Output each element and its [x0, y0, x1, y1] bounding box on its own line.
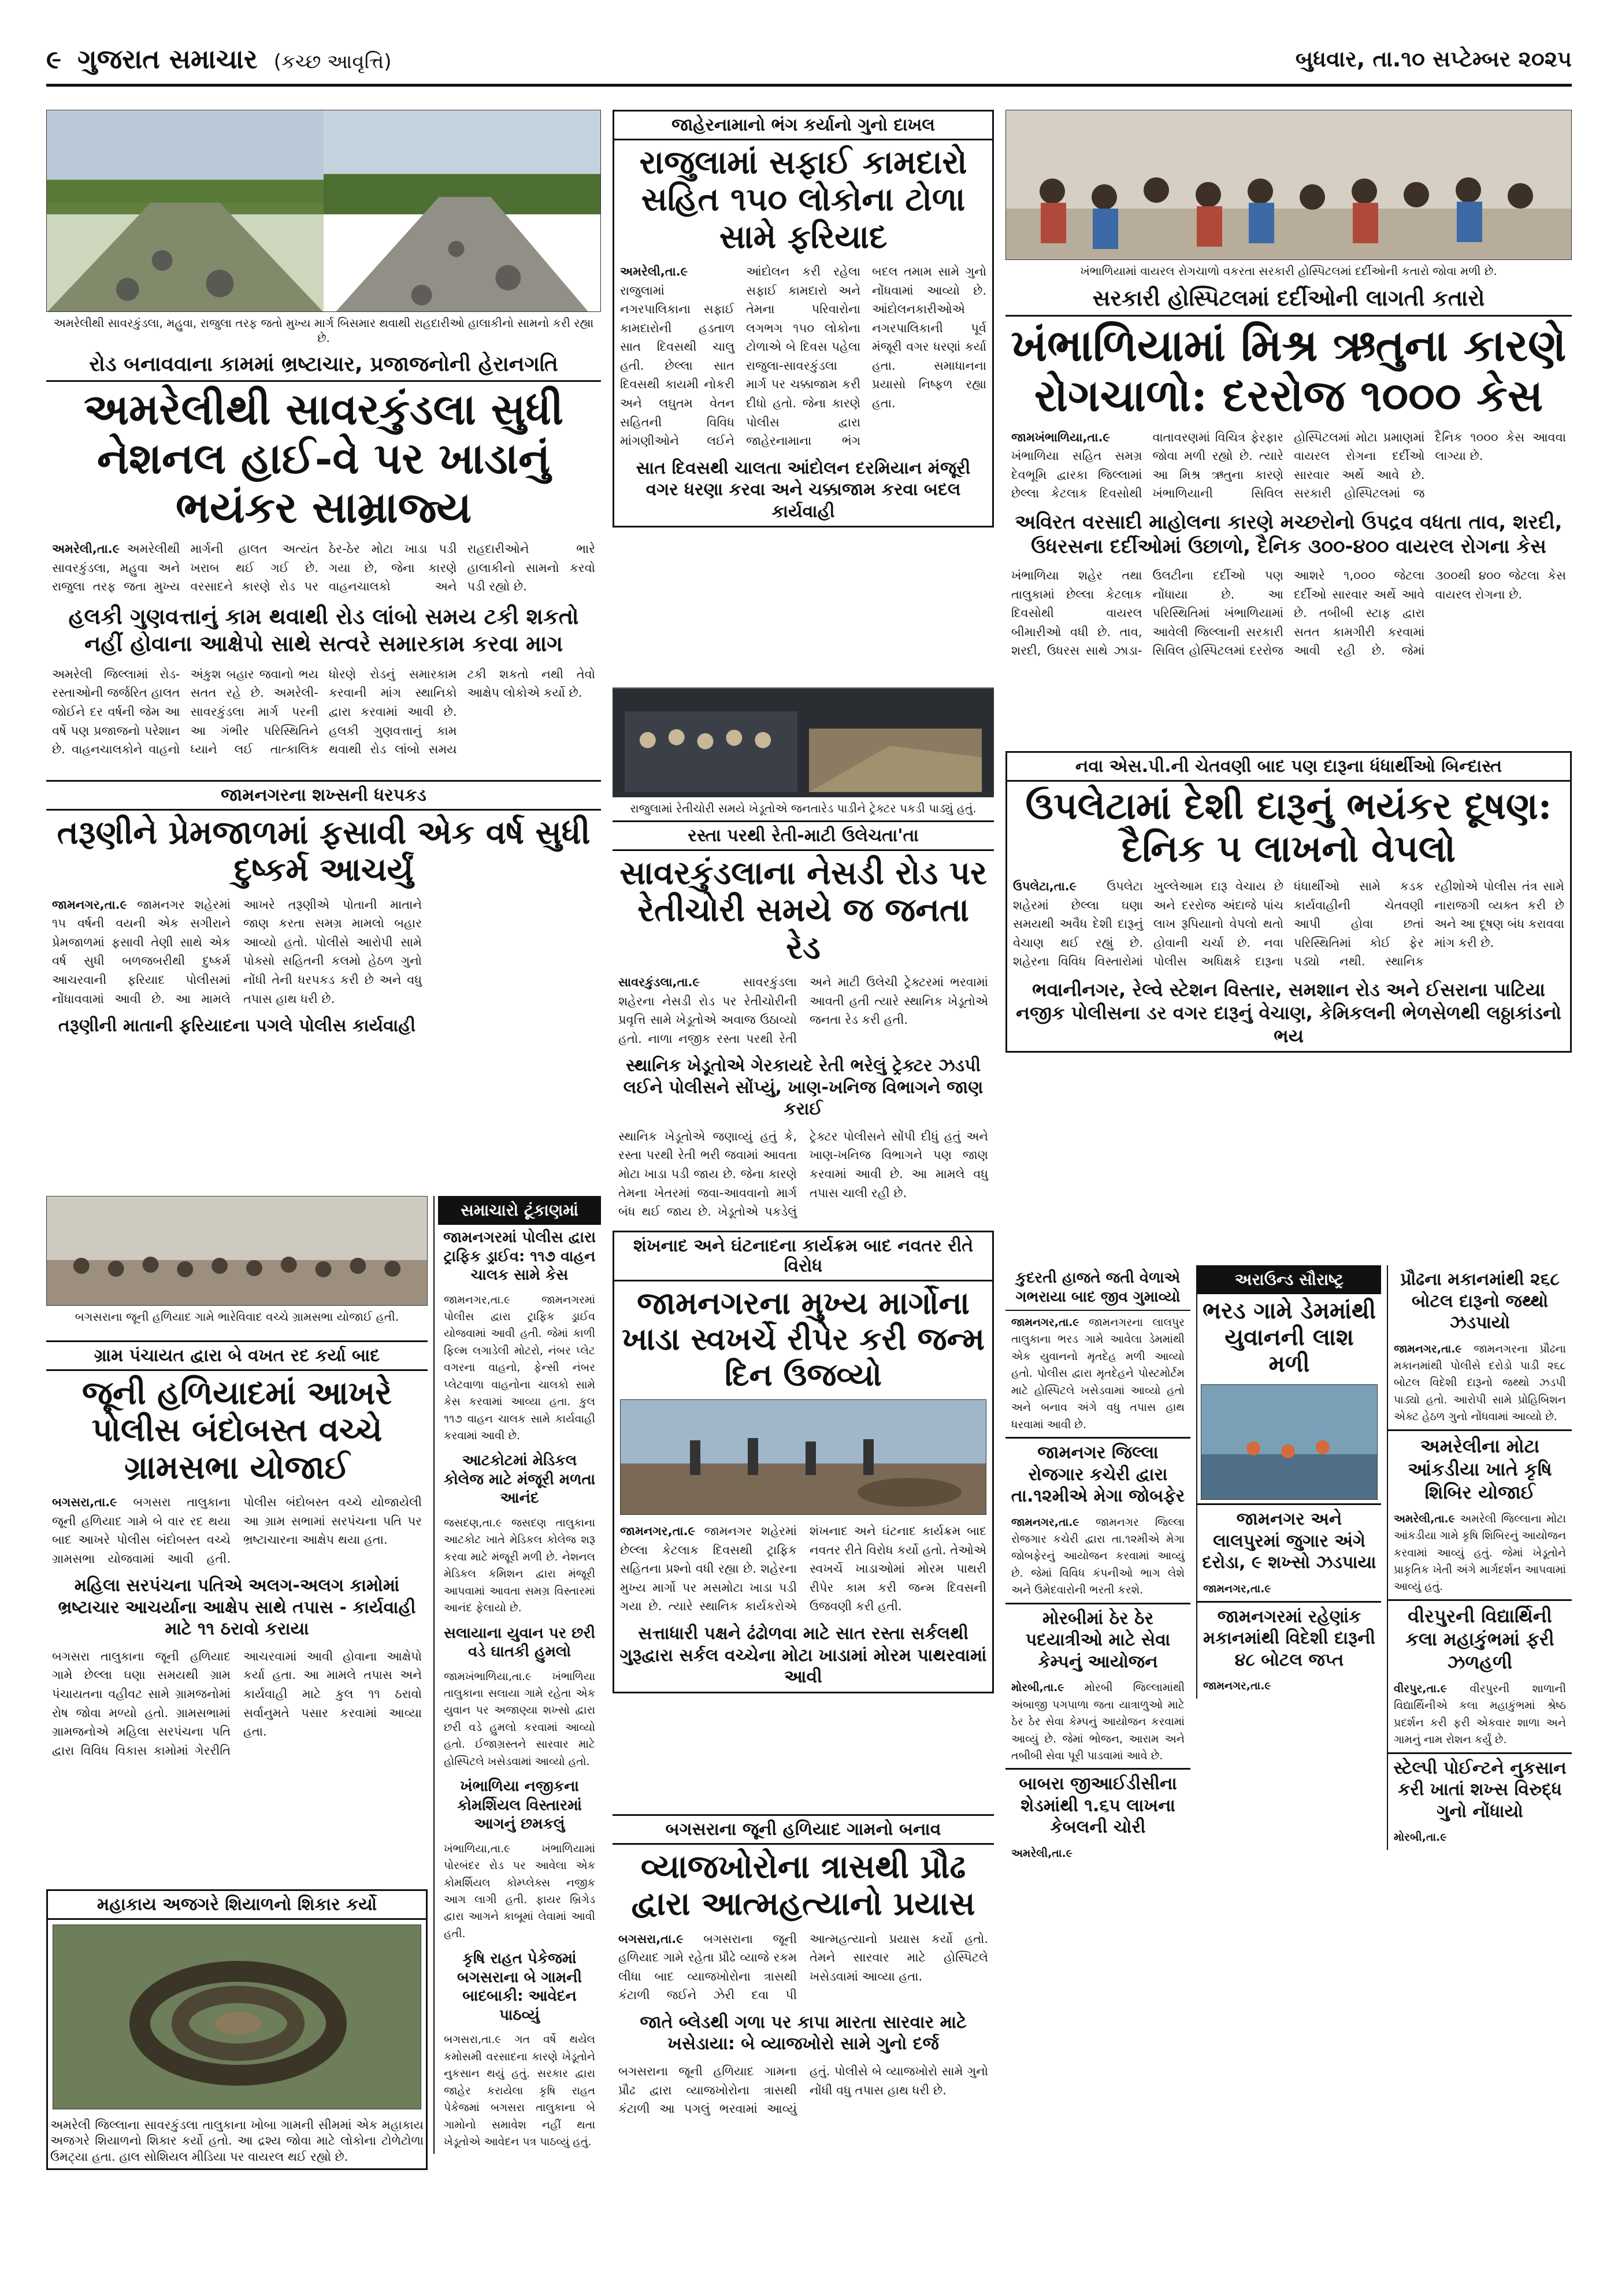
- haliyad-photo-block: [46, 1196, 428, 1328]
- story-body: [1005, 1676, 1190, 1768]
- subhead: અવિરત વરસાદી માહોલના કારણે મચ્છરોનો ઉપદ્રવ વધતા તાવ, શરદી, ઉધરસના દર્દીઓમાં ઉછાળો, દૈનિક ૩૦૦-૪૦૦ વાયરલ રોગના કેસ: [1015, 510, 1563, 559]
- body-text: જામનગર જિલ્લા રોજગાર કચેરી દ્વારા તા.૧૨મીએ મેગા જોબફેરનું આયોજન કરવામાં આવ્યું છે. જેમાં વિવિધ કંપનીઓ ભાગ લેશે અને ઉમેદવારોની ભરતી કરશે.: [1011, 1515, 1185, 1597]
- headline: જામનગરના મુખ્ય માર્ગોના ખાડા સ્વખર્ચે રીપેર કરી જન્મ દિન ઉજવ્યો: [622, 1284, 985, 1394]
- story-python: [46, 1889, 428, 2170]
- body-text: બગસરાના જૂની હળિયાદ ગામે રહેતા પ્રૌઢે વ્યાજે રકમ લીધા બાદ વ્યાજખોરોના ત્રાસથી કંટાળી જઈને ઝેરી દવા પી આત્મહત્યાનો પ્રયાસ કર્યો હતો. તેમને સારવાર માટે હોસ્પિટલે ખસેડવામાં આવ્યા હતા.: [618, 1931, 988, 2003]
- headline: ખંભાળિયામાં મિશ્ર ઋતુના કારણે રોગચાળો: દરરોજ ૧૦૦૦ કેસ: [1011, 319, 1567, 422]
- dam-photo-art: [1201, 1385, 1378, 1500]
- paper-name: ગુજરાત સમાચાર: [77, 43, 258, 75]
- road-photo-right: [324, 110, 600, 312]
- byline: બગસરા,તા.૯: [618, 1931, 684, 1946]
- briefs-column: [433, 1196, 601, 2154]
- body-text: મોરબી જિલ્લામાંથી અંબાજી પગપાળા જતા યાત્રાળુઓ માટે ઠેર ઠેર સેવા કેમ્પનું આયોજન કરવામાં આવ્યું છે. જેમાં ભોજન, આરામ અને તબીબી સેવા પૂરી પાડવામાં આવે છે.: [1011, 1681, 1185, 1762]
- kicker: બગસરાના જૂની હળિયાદ ગામનો બનાવ: [613, 1816, 994, 1845]
- briefs-label: સમાચારો ટૂંકાણમાં: [438, 1196, 601, 1225]
- body-text: જામનગર શહેરમાં ૧૫ વર્ષની વયની એક સગીરાને પ્રેમજાળમાં ફસાવી તેણી સાથે એક વર્ષ સુધી બળજબરીથી દુષ્કર્મ આચરવાની ફરિયાદ પોલીસમાં નોંધાવવામાં આવી છે. આ મામલે આખરે તરૂણીએ પોતાની માતાને જાણ કરતા સમગ્ર મામલો બહાર આવ્યો હતો. પોલીસે આરોપી સામે પોક્સો સહિતની કલમો હેઠળ ગુનો નોંધી તેની ધરપકડ કરી છે અને વધુ તપાસ હાથ ધરી છે.: [52, 897, 422, 1006]
- headline: રાજુલામાં સફાઈ કામદારો સહિત ૧૫૦ લોકોના ટોળા સામે ફરિયાદ: [639, 143, 967, 256]
- morbi-headline: મોરબીમાં ઠેર ઠેર પદયાત્રીઓ માટે સેવા કેમ્પનું આયોજન: [1005, 1603, 1190, 1677]
- kicker: ગ્રામ પંચાયત દ્વારા બે વખત રદ કર્યા બાદ: [46, 1342, 428, 1371]
- page-number: ૯: [46, 44, 62, 75]
- gramsabha-photo: [46, 1196, 428, 1306]
- story-body: [1005, 1511, 1190, 1603]
- byline: જામનગર,તા.૯: [620, 1524, 696, 1539]
- photo-caption: અમરેલીથી સાવરકુંડલા, મહુવા, રાજુલા તરફ જતો મુખ્ય માર્ગ બિસમાર થવાથી રાહદારીઓ હાલાકીનો સામનો કરી રહ્યા છે.: [53, 316, 594, 345]
- kicker: જામનગરના શખ્સની ધરપકડ: [46, 782, 601, 811]
- brief-body: બગસરા,તા.૯ ગત વર્ષે થયેલ કમોસમી વરસાદના કારણે ખેડૂતોને નુકસાન થયું હતું. સરકાર દ્વારા જાહેર કરાયેલા કૃષિ રાહત પેકેજમાં બગસરા તાલુકાના બે ગામોનો સમાવેશ નહીં થતા ખેડૂતોએ આવેદન પત્ર પાઠવ્યું હતું.: [444, 2033, 595, 2148]
- byline: અમરેલી,તા.૯: [1011, 1847, 1073, 1860]
- subhead: જાતે બ્લેડથી ગળા પર કાપા મારતા સારવાર માટે ખસેડાયા: બે વ્યાજખોરો સામે ગુનો દર્જ: [640, 2012, 967, 2054]
- headline: જૂની હળિયાદમાં આખરે પોલીસ બંદોબસ્ત વચ્ચે ગ્રામસભા યોજાઈ: [81, 1374, 392, 1487]
- body-text: અમરેલીથી સાવરકુંડલા, મહુવા અને રાજુલા તરફ જતા મુખ્ય માર્ગની હાલત અત્યંત ખરાબ થઈ ગઈ છે. વરસાદને કારણે રોડ પર ઠેર-ઠેર મોટા ખાડા પડી ગયા છે, જેના કારણે વાહનચાલકો અને રાહદારીઓને ભારે હાલાકીનો સામનો કરવો પડી રહ્યો છે.: [52, 542, 595, 594]
- body-text: જામનગરના લાલપુર તાલુકાના ભરડ ગામે આવેલા ડેમમાંથી એક યુવાનનો મૃતદેહ મળી આવ્યો હતો. પોલીસ દ્વારા મૃતદેહને પોસ્ટમોર્ટમ માટે હોસ્પિટલે ખસેડવામાં આવ્યો હતો અને બનાવ અંગે વધુ તપાસ હાથ ધરવામાં આવી છે.: [1011, 1316, 1185, 1431]
- masthead: [46, 35, 1572, 87]
- bottles-headline: જામનગરમાં રહેણાંક મકાનમાંથી વિદેશી દારૂની ૪૮ બોટલ જપ્ત: [1197, 1601, 1381, 1675]
- byline: બગસરા,તા.૯: [52, 1495, 117, 1510]
- veerpur-headline: વીરપુરની વિદ્યાર્થિની કલા મહાકુંભમાં ફરી ઝળહળી: [1388, 1599, 1572, 1677]
- body-text: જામનગર શહેરમાં છેલ્લા કેટલાક દિવસથી ટ્રાફિક સહિતના પ્રશ્નો વધી રહ્યા છે. શહેરના મુખ્ય માર્ગો પર મસમોટા ખાડા પડી ગયા છે. ત્યારે સ્થાનિક કાર્યકરોએ શંખનાદ અને ઘંટનાદ કાર્યક્રમ બાદ નવતર રીતે વિરોધ કર્યો હતો. તેઓએ સ્વખર્ચે ખાડાઓમાં મોરમ પાથરી રીપેર કામ કરી જન્મ દિવસની ઉજવણી કરી હતી.: [620, 1524, 986, 1614]
- masthead-left: [46, 43, 392, 76]
- headline: ઉપલેટામાં દેશી દારૂનું ભયંકર દૂષણ: દૈનિક ૫ લાખનો વેપલો: [1025, 785, 1552, 871]
- brief-body: જામખંભાળિયા,તા.૯ ખંભાળિયા તાલુકાના સલાયા ગામે રહેતા એક યુવાન પર અજાણ્યા શખ્સો દ્વારા છરી વડે હુમલો કરવામાં આવ્યો હતો. ઈજાગ્રસ્તને સારવાર માટે હોસ્પિટલે ખસેડવામાં આવ્યો હતો.: [444, 1670, 595, 1768]
- dateline: બુધવાર, તા.૧૦ સપ્ટેમ્બર ૨૦૨૫: [1295, 46, 1572, 72]
- byline: જામનગર,તા.૯: [1011, 1316, 1079, 1329]
- byline: અમરેલી,તા.૯: [620, 265, 688, 279]
- story-body-2: બગસરા તાલુકાના જૂની હળિયાદ ગામે છેલ્લા ઘણા સમયથી ગ્રામ પંચાયતના વહીવટ સામે ગ્રામજનોમાં રોષ જોવા મળ્યો હતો. ગ્રામસભામાં ગ્રામજનોએ મહિલા સરપંચના પતિ દ્વારા વિવિધ વિકાસ કામોમાં ગેરરીતિ આચરવામાં આવી હોવાના આક્ષેપો કર્યા હતા. આ મામલે તપાસ અને કાર્યવાહી માટે કુલ ૧૧ ઠરાવો સર્વાનુમતે પસાર કરવામાં આવ્યા હતા.: [52, 1649, 422, 1758]
- byline: મોરબી,તા.૯: [1394, 1831, 1447, 1844]
- kicker: કુદરતી હાજતે જતી વેળાએ ગભરાયા બાદ જીવ ગુમાવ્યો: [1005, 1265, 1190, 1311]
- job-fair-headline: જામનગર જિલ્લા રોજગાર કચેરી દ્વારા તા.૧૨મીએ મેગા જોબફેર: [1005, 1437, 1190, 1511]
- sand-photo-block: [613, 688, 994, 819]
- story-khambhalia: [1005, 110, 1572, 664]
- story-body: [614, 1518, 992, 1619]
- story-left-stack: [1005, 1265, 1190, 1866]
- headline: તરૂણીને પ્રેમજાળમાં ફસાવી એક વર્ષ સુધી દુષ્કર્મ આચર્યું: [57, 813, 591, 889]
- subhead: સ્થાનિક ખેડૂતોએ ગેરકાયદે રેતી ભરેલું ટ્રેક્ટર ઝડપી લઈને પોલીસને સોંપ્યું, ખાણ-ખનિજ વિભાગને જાણ કરાઈ: [623, 1056, 984, 1120]
- story-bhadar: [1196, 1265, 1381, 1699]
- body-text: જામનગરના પ્રૌઢના મકાનમાંથી પોલીસે દરોડો પાડી ૨૬૮ બોટલ વિદેશી દારૂનો જથ્થો ઝડપી પાડ્યો હતો. આરોપી સામે પ્રોહિબિશન એક્ટ હેઠળ ગુનો નોંધવામાં આવ્યો છે.: [1394, 1342, 1566, 1424]
- story-body-2: અમરેલી જિલ્લામાં રોડ-રસ્તાઓની જર્જરિત હાલત જોઈને દર વર્ષની જેમ આ વર્ષે પણ પ્રજાજનો પરેશાન છે. વાહનચાલકોને વાહનો અંકુશ બહાર જવાનો ભય સતત રહે છે. અમરેલી-સાવરકુંડલા માર્ગ પરની આ ગંભીર પરિસ્થિતિને ધ્યાને લઈ તાત્કાલિક ધોરણે રોડનું સમારકામ કરવાની માંગ સ્થાનિકો દ્વારા કરવામાં આવી છે. હલકી ગુણવત્તાનું કામ થવાથી રોડ લાંબો સમય ટકી શકતો નથી તેવો આક્ષેપ લોકોએ કર્યો છે.: [52, 667, 595, 757]
- body-text: બગસરા તાલુકાના જૂની હળિયાદ ગામે બે વાર રદ થયા બાદ આખરે પોલીસ બંદોબસ્ત વચ્ચે ગ્રામસભા યોજવામાં આવી હતી. પોલીસ બંદોબસ્ત વચ્ચે યોજાયેલી આ ગ્રામ સભામાં સરપંચના પતિ પર ભ્રષ્ટાચારના આક્ષેપ થયા હતા.: [52, 1495, 422, 1566]
- kicker: સરકારી હોસ્પિટલમાં દર્દીઓની લાગતી કતારો: [1005, 282, 1572, 317]
- hospital-photo: [1005, 110, 1572, 260]
- byline: જામનગર,તા.૯: [1203, 1582, 1271, 1595]
- brief-headline: કૃષિ રાહત પેકેજમાં બગસરાના બે ગામની બાદબાકી: આવેદન પાઠવ્યું: [457, 1950, 582, 2024]
- subhead: સાત દિવસથી ચાલતા આંદોલન દરમિયાન મંજૂરી વગર ધરણા કરવા અને ચક્કાજામ કરવા બદલ કાર્યવાહી: [636, 458, 971, 522]
- story-body-2: ખંભાળિયા શહેર તથા તાલુકામાં છેલ્લા કેટલાક દિવસોથી વાયરલ બીમારીઓ વધી છે. તાવ, શરદી, ઉધરસ સાથે ઝાડા-ઉલટીના દર્દીઓ પણ નોંધાયા છે. આ પરિસ્થિતિમાં ખંભાળિયામાં આવેલી જિલ્લાની સરકારી સિવિલ હોસ્પિટલમાં દરરોજ આશરે ૧,૦૦૦ જેટલા દર્દીઓ સારવાર અર્થે આવે છે. તબીબી સ્ટાફ દ્વારા સતત કામગીરી કરવામાં આવી રહી છે. જેમાં ૩૦૦થી ૪૦૦ જેટલા કેસ વાયરલ રોગના છે.: [1011, 568, 1566, 658]
- brief-body: જામનગર,તા.૯ જામનગરમાં પોલીસ દ્વારા ટ્રાફિક ડ્રાઈવ યોજવામાં આવી હતી. જેમાં કાળી ફિલ્મ લગાડેલી મોટરો, નંબર પ્લેટ વગરના વાહનો, ફેન્સી નંબર પ્લેટવાળા વાહનોના ચાલકો સામે કેસ કરવામાં આવ્યા હતા. કુલ ૧૧૭ વાહન ચાલક સામે કાર્યવાહી કરવામાં આવી છે.: [444, 1293, 595, 1442]
- story-jamnagar-abuse: [46, 780, 601, 1041]
- road-repair-photo-art: [621, 1400, 986, 1515]
- body-text: રાજુલામાં નગરપાલિકાના સફાઈ કામદારોની હડતાળ સાત દિવસથી ચાલુ હતી. છેલ્લા સાત દિવસથી કાયમી નોકરી અને લઘુતમ વેતન સહિતની વિવિધ માંગણીઓને લઈને આંદોલન કરી રહેલા સફાઈ કામદારો અને તેમના પરિવારોના લગભગ ૧૫૦ લોકોના ટોળાએ બે દિવસ પહેલા રાજુલા-સાવરકુંડલા માર્ગ પર ચક્કાજામ કરી દીધો હતો. જેના કારણે પોલીસ દ્વારા જાહેરનામાના ભંગ બદલ તમામ સામે ગુનો નોંધવામાં આવ્યો છે. આંદોલનકારીઓએ નગરપાલિકાની પૂર્વ મંજૂરી વગર ધરણાં કર્યા હતા. સમાધાનના પ્રયાસો નિષ્ફળ રહ્યા હતા.: [620, 265, 986, 448]
- python-photo-art: [53, 1925, 421, 2109]
- kicker: રોડ બનાવવાના કામમાં ભ્રષ્ટાચાર, પ્રજાજનોની હેરાનગતિ: [46, 349, 601, 382]
- story-jamnagar-roads: [613, 1231, 994, 1693]
- story-body: [46, 892, 428, 1012]
- byline: મોરબી,તા.૯: [1011, 1681, 1064, 1695]
- story-body: [1005, 1311, 1190, 1437]
- hospital-photo-art: [1006, 110, 1572, 260]
- road-photo: [46, 110, 601, 312]
- daru-headline: પ્રૌઢના મકાનમાંથી ૨૬૮ બોટલ દારૂનો જથ્થો ઝડપાયો: [1400, 1269, 1560, 1333]
- road-photo-left: [47, 110, 324, 312]
- sand-photo: [613, 688, 994, 797]
- kicker: નવા એસ.પી.ની ચેતવણી બાદ પણ દારૂના ધંધાર્થીઓ બિન્દાસ્ત: [1007, 753, 1570, 782]
- photo-caption: રાજુલામાં રેતીચોરી સમયે ખેડૂતોએ જનતારેડ પાડીને ટ્રેક્ટર પકડી પાડ્યું હતું.: [630, 801, 977, 815]
- brief-headline: સલાયાના યુવાન પર છરી વડે ઘાતકી હુમલો: [443, 1624, 596, 1661]
- subhead: તરૂણીની માતાની ફરિયાદના પગલે પોલીસ કાર્યવાહી: [58, 1016, 416, 1036]
- byline: જામનગર,તા.૯: [1394, 1342, 1462, 1355]
- subhead: હલકી ગુણવત્તાનું કામ થવાથી રોડ લાંબો સમય ટકી શકતો નહીં હોવાના આક્ષેપો સાથે સત્વરે સમારકામ કરવા માગ: [68, 603, 579, 657]
- kicker: જાહેરનામાનો ભંગ કર્યાનો ગુનો દાખલ: [614, 112, 992, 140]
- solar-headline: સ્ટેલ્પી પોઈન્ટને નુકસાન કરી ખાતાં શખ્સ વિરુદ્ધ ગુનો નોંધાયો: [1388, 1752, 1572, 1826]
- kicker: શંખનાદ અને ઘંટનાદના કાર્યક્રમ બાદ નવતર રીતે વિરોધ: [614, 1232, 992, 1281]
- headline: ભરડ ગામે ડેમમાંથી યુવાનની લાશ મળી: [1202, 1297, 1376, 1377]
- brief-body: જસદણ,તા.૯ જસદણ તાલુકાના આટકોટ ખાતે મેડિકલ કોલેજ શરૂ કરવા માટે મંજૂરી મળી છે. નેશનલ મેડિકલ કમિશન દ્વારા મંજૂરી આપવામાં આવતા સમગ્ર વિસ્તારમાં આનંદ ફેલાયો છે.: [444, 1516, 595, 1615]
- story-savarkundla: [613, 820, 994, 1225]
- byline: જામનગર,તા.૯: [1011, 1515, 1079, 1529]
- story-body: [1388, 1507, 1572, 1599]
- gramsabha-photo-art: [47, 1197, 427, 1306]
- story-body: [1007, 874, 1570, 975]
- byline: સાવરકુંડલા,તા.૯: [618, 975, 700, 990]
- story-body: [613, 969, 994, 1052]
- byline: ઉપલેટા,તા.૯: [1013, 879, 1077, 894]
- byline: અમરેલી,તા.૯: [1394, 1512, 1456, 1525]
- subhead: મહિલા સરપંચના પતિએ અલગ-અલગ કામોમાં ભ્રષ્ટાચાર આચર્યાના આક્ષેપ સાથે તપાસ - કાર્યવાહી માટે ૧૧ ઠરાવો કરાયા: [58, 1576, 416, 1640]
- lalpur-headline: જામનગર અને લાલપુરમાં જુગાર અંગે દરોડા, ૯ શખ્સો ઝડપાયા: [1197, 1503, 1381, 1577]
- road-repair-photo: [620, 1399, 986, 1515]
- sand-photo-art: [613, 688, 993, 797]
- story-haliyad: [46, 1340, 428, 1763]
- kicker: મહાકાય અજગરે શિયાળનો શિકાર કર્યો: [48, 1891, 426, 1920]
- story-bagasra: [613, 1814, 994, 2122]
- kicker: રસ્તા પરથી રેતી-માટી ઉલેચતા'તા: [613, 822, 994, 851]
- photo-caption: અમરેલી જિલ્લાના સાવરકુંડલા તાલુકાના ખોબા ગામની સીમમાં એક મહાકાય અજગરે શિયાળનો શિકાર કર્યો હતો. આ દ્રશ્ય જોવા માટે લોકોના ટોળેટોળા ઉમટ્યા હતા. હાલ સોશિયલ મીડિયા પર વાયરલ થઈ રહ્યો છે.: [50, 2118, 424, 2164]
- dam-photo: [1201, 1384, 1378, 1500]
- section-label: અરાઉન્ડ સૌરાષ્ટ્ર: [1197, 1265, 1381, 1294]
- brief-headline: ખંભાળિયા નજીકના કોમર્શિયલ વિસ્તારમાં આગનું છમકલું: [457, 1778, 582, 1833]
- story-body: [614, 259, 992, 454]
- camp-headline: અમરેલીના મોટા આંકડીયા ખાતે કૃષિ શિબિર યોજાઈ: [1388, 1429, 1572, 1507]
- edition-label: (કચ્છ આવૃત્તિ): [273, 50, 392, 73]
- story-body: [613, 1926, 994, 2008]
- python-photo: [53, 1925, 421, 2109]
- byline: અમરેલી,તા.૯: [52, 542, 120, 556]
- subhead: સત્તાધારી પક્ષને ઢંઢોળવા માટે સાત રસ્તા સર્કલથી ગુરૂદ્વારા સર્કલ વચ્ચેના મોટા ખાડામાં મોરમ પાથરવામાં આવી: [619, 1623, 987, 1688]
- story-body-2: સ્થાનિક ખેડૂતોએ જણાવ્યું હતું કે, રસ્તા પરથી રેતી ભરી જવામાં આવતા મોટા ખાડા પડી જાય છે. જેના કારણે તેમના ખેતરમાં જવા-આવવાનો માર્ગ બંધ થઈ જાય છે. ખેડૂતોએ પકડેલું ટ્રેક્ટર પોલીસને સોંપી દીધું હતું અને ખાણ-ખનિજ વિભાગને પણ જાણ કરવામાં આવી છે. આ મામલે વધુ તપાસ ચાલી રહી છે.: [618, 1129, 988, 1219]
- story-body: [1388, 1677, 1572, 1752]
- story-right-stack: [1387, 1265, 1572, 1850]
- photo-caption: ખંભાળિયામાં વાયરલ રોગચાળો વકરતા સરકારી હોસ્પિટલમાં દર્દીઓની કતારો જોવા મળી છે.: [1080, 264, 1497, 278]
- subhead: ભવાનીનગર, રેલ્વે સ્ટેશન વિસ્તાર, સમશાન રોડ અને ઈસરાના પાટિયા નજીક પોલીસના ડર વગર દારૂનું વેચાણ, કેમિકલની ભેળસેળથી લઠ્ઠાકાંડનો ભય: [1016, 978, 1561, 1047]
- headline: અમરેલીથી સાવરકુંડલા સુધી નેશનલ હાઈ-વે પર ખાડાનું ભયંકર સામ્રાજ્ય: [83, 385, 563, 533]
- byline: વીરપુર,તા.૯: [1394, 1682, 1448, 1695]
- body-text: વીરપુરની શાળાની વિદ્યાર્થિનીએ કલા મહાકુંભમાં શ્રેષ્ઠ પ્રદર્શન કરી ફરી એકવાર શાળા અને ગામનું નામ રોશન કર્યું છે.: [1394, 1682, 1567, 1747]
- story-body-2: બગસરાના જૂની હળિયાદ ગામના પ્રૌઢ દ્વારા વ્યાજખોરોના ત્રાસથી કંટાળી આ પગલું ભરવામાં આવ્યું હતું. પોલીસે બે વ્યાજખોરો સામે ગુનો નોંધી વધુ તપાસ હાથ ધરી છે.: [618, 2064, 988, 2116]
- brief-body: ખંભાળિયા,તા.૯ ખંભાળિયામાં પોરબંદર રોડ પર આવેલા એક કોમર્શિયલ કોમ્પ્લેક્સ નજીક આગ લાગી હતી. ફાયર બ્રિગેડ દ્વારા આગને કાબૂમાં લેવામાં આવી હતી.: [444, 1842, 595, 1940]
- body-text: અમરેલી જિલ્લાના મોટા આંકડીયા ગામે કૃષિ શિબિરનું આયોજન કરવામાં આવ્યું હતું. જેમાં ખેડૂતોને પ્રાકૃતિક ખેતી અંગે માર્ગદર્શન આપવામાં આવ્યું હતું.: [1394, 1512, 1566, 1593]
- story-upleta: [1005, 751, 1572, 1053]
- story-body: [46, 536, 601, 600]
- brief-headline: આટકોટમાં મેડિકલ કોલેજ માટે મંજૂરી મળતા આનંદ: [443, 1452, 596, 1507]
- photo-caption: બગસરાના જૂની હળિયાદ ગામે ભારેવિવાદ વચ્ચે ગ્રામસભા યોજાઈ હતી.: [75, 1310, 399, 1324]
- body-text: ઉપલેટા શહેરમાં છેલ્લા ઘણા સમયથી અવૈધ દેશી દારૂનું વેચાણ થઈ રહ્યું છે. શહેરના વિવિધ વિસ્તારોમાં ખુલ્લેઆમ દારૂ વેચાય છે અને દરરોજ અંદાજે પાંચ લાખ રૂપિયાનો વેપલો થતો હોવાની ચર્ચા છે. નવા પોલીસ અધિક્ષકે દારૂના ધંધાર્થીઓ સામે કડક કાર્યવાહીની ચેતવણી આપી હોવા છતાં પરિસ્થિતિમાં કોઈ ફેર પડ્યો નથી. સ્થાનિક રહીશોએ પોલીસ તંત્ર સામે નારાજગી વ્યક્ત કરી છે અને આ દૂષણ બંધ કરાવવા માંગ કરી છે.: [1013, 879, 1564, 969]
- story-rajula: [613, 110, 994, 527]
- story-body: [1388, 1338, 1572, 1429]
- body-text: સાવરકુંડલા શહેરના નેસડી રોડ પર રેતીચોરીની પ્રવૃત્તિ સામે ખેડૂતોએ અવાજ ઉઠાવ્યો હતો. નાળા નજીક રસ્તા પરથી રેતી અને માટી ઉલેચી ટ્રેક્ટરમાં ભરવામાં આવતી હતી ત્યારે સ્થાનિક ખેડૂતોએ જનતા રેડ કરી હતી.: [618, 975, 988, 1046]
- byline: જામખંભાળિયા,તા.૯: [1011, 430, 1110, 444]
- brief-headline: જામનગરમાં પોલીસ દ્વારા ટ્રાફિક ડ્રાઈવ: ૧૧૭ વાહન ચાલક સામે કેસ: [443, 1229, 596, 1284]
- story-body: [1005, 425, 1572, 507]
- story-amreli: [46, 110, 601, 763]
- body-text: ખંભાળિયા સહિત સમગ્ર દેવભૂમિ દ્વારકા જિલ્લામાં છેલ્લા કેટલાક દિવસોથી વાતાવરણમાં વિચિત્ર ફેરફાર જોવા મળી રહ્યો છે. ત્યારે આ મિશ્ર ઋતુના કારણે ખંભાળિયાની સિવિલ હોસ્પિટલમાં મોટા પ્રમાણમાં વાયરલ રોગના દર્દીઓ સારવાર અર્થે આવે છે. સરકારી હોસ્પિટલમાં જ દૈનિક ૧૦૦૦ કેસ આવવા લાગ્યા છે.: [1011, 430, 1566, 501]
- headline: સાવરકુંડલાના નેસડી રોડ પર રેતીચોરી સમયે જ જનતા રેડ: [619, 854, 988, 967]
- story-body: [46, 1489, 428, 1571]
- babra-headline: બાબરા જીઆઈડીસીના શેડમાંથી ૧.૬૫ લાખના કેબલની ચોરી: [1005, 1768, 1190, 1842]
- headline: વ્યાજખોરોના ત્રાસથી પ્રૌઢ દ્વારા આત્મહત્યાનો પ્રયાસ: [631, 1848, 975, 1923]
- byline: જામનગર,તા.૯: [1203, 1680, 1271, 1693]
- byline: જામનગર,તા.૯: [52, 897, 128, 912]
